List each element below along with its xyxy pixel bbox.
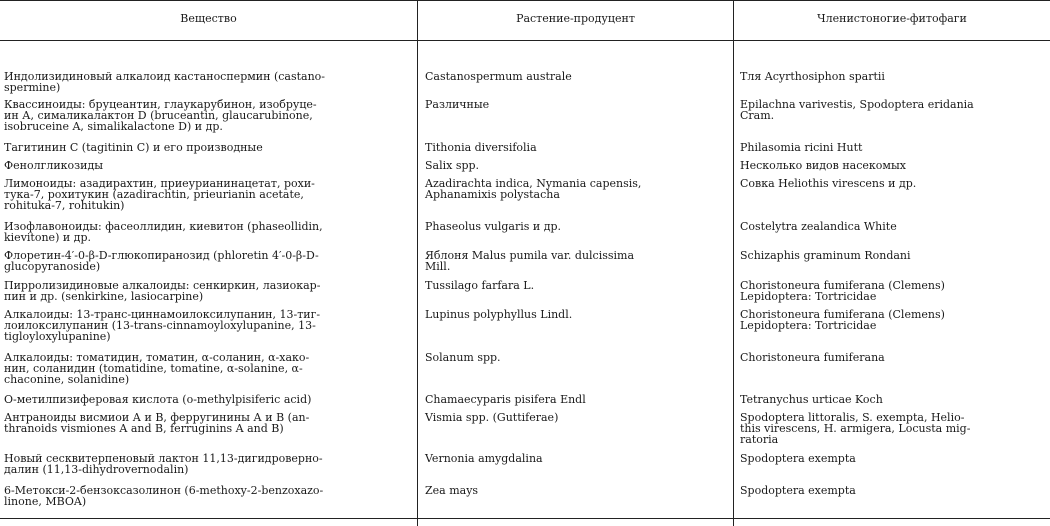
- cell-substance-line: лоилоксилупанин (13-trans-cinnamoyloxylupanine, 13-: [4, 319, 316, 332]
- table-bottom-rule: [0, 518, 1050, 519]
- cell-plant-line: Tithonia diversifolia: [425, 141, 537, 154]
- cell-pest-line: Tetranychus urticae Koch: [740, 393, 883, 406]
- cell-plant: [425, 352, 725, 363]
- cell-substance-line: chaconine, solanidine): [4, 373, 130, 386]
- cell-pest-line: Choristoneura fumiferana (Clemens): [740, 308, 945, 321]
- cell-pest-line: Lepidoptera: Tortricidae: [740, 319, 877, 332]
- cell-plant: [425, 485, 725, 496]
- cell-plant: [425, 280, 725, 291]
- cell-pest-line: Costelytra zealandica White: [740, 220, 897, 233]
- cell-substance: [4, 250, 408, 272]
- cell-plant-line: Vismia spp. (Guttiferae): [425, 411, 559, 424]
- cell-plant-line: Tussilago farfara L.: [425, 279, 535, 292]
- cell-plant-line: Phaseolus vulgaris и др.: [425, 220, 562, 233]
- cell-substance-line: 6-Метокси-2-бензоксазолинон (6-methoxy-2-benzoxazo-: [4, 484, 324, 497]
- cell-plant-line: Lupinus polyphyllus Lindl.: [425, 308, 573, 321]
- cell-pest: [740, 352, 1045, 363]
- cell-substance-line: Антраноиды висмиои А и В, ферругинины А и В (an-: [4, 411, 310, 424]
- cell-substance-line: glucopyranoside): [4, 260, 101, 273]
- cell-pest-line: Spodoptera exempta: [740, 452, 856, 465]
- cell-substance-line: далин (11,13-dihydrovernodalin): [4, 463, 189, 476]
- cell-pest-line: Philasomia ricini Hutt: [740, 141, 863, 154]
- column-divider-1: [417, 0, 418, 526]
- cell-pest: [740, 453, 1045, 464]
- cell-pest: [740, 221, 1045, 232]
- column-divider-2: [733, 0, 734, 526]
- cell-plant: [425, 250, 725, 272]
- cell-pest: [740, 280, 1045, 302]
- cell-substance-line: spermine): [4, 81, 61, 94]
- cell-substance: [4, 309, 408, 342]
- cell-plant: [425, 453, 725, 464]
- cell-plant: [425, 99, 725, 110]
- cell-plant: [425, 178, 725, 200]
- cell-pest-line: Epilachna varivestis, Spodoptera eridania: [740, 98, 974, 111]
- cell-substance-line: Новый сесквитерпеновый лактон 11,13-дигидроверно-: [4, 452, 323, 465]
- cell-substance-line: тука-7, рохитукин (azadirachtin, prieurianin acetate,: [4, 188, 304, 201]
- cell-plant-line: Salix spp.: [425, 159, 480, 172]
- cell-substance: [4, 280, 408, 302]
- cell-plant-line: Azadirachta indica, Nymania capensis,: [425, 177, 642, 190]
- cell-substance-line: linone, MBOA): [4, 495, 87, 508]
- cell-substance: [4, 394, 408, 405]
- cell-plant-line: Solanum spp.: [425, 351, 501, 364]
- header-substance: Вещество: [180, 12, 237, 25]
- cell-substance: [4, 99, 408, 132]
- cell-plant-line: Chamaecyparis pisifera Endl: [425, 393, 586, 406]
- cell-substance: [4, 71, 408, 93]
- header-pest: Членистоногие-фитофаги: [817, 12, 967, 25]
- cell-substance: [4, 221, 408, 243]
- cell-substance-line: tigloyloxylupanine): [4, 330, 111, 343]
- cell-substance: [4, 142, 408, 153]
- cell-substance-line: Изофлавоноиды: фасеоллидин, киевитон (phaseollidin,: [4, 220, 323, 233]
- cell-pest-line: Spodoptera exempta: [740, 484, 856, 497]
- cell-pest-line: Schizaphis graminum Rondani: [740, 249, 911, 262]
- cell-plant: [425, 221, 725, 232]
- cell-substance-line: Квассиноиды: бруцеантин, глаукарубинон, изобруце-: [4, 98, 317, 111]
- cell-substance-line: нин, соланидин (tomatidine, tomatine, α-solanine, α-: [4, 362, 303, 375]
- cell-pest-line: Тля Acyrthosiphon spartii: [740, 70, 885, 83]
- cell-plant-line: Яблоня Malus pumila var. dulcissima: [425, 249, 635, 262]
- cell-plant: [425, 142, 725, 153]
- cell-substance-line: thranoids vismiones A and B, ferruginins A and B): [4, 422, 284, 435]
- cell-substance-line: Фенолгликозиды: [4, 159, 104, 172]
- table-top-rule: [0, 0, 1050, 1]
- cell-pest-line: Choristoneura fumiferana: [740, 351, 885, 364]
- cell-substance: [4, 485, 408, 507]
- cell-pest-line: Совка Heliothis virescens и др.: [740, 177, 917, 190]
- cell-substance-line: Тагитинин С (tagitinin C) и его производные: [4, 141, 263, 154]
- cell-pest: [740, 71, 1045, 82]
- cell-substance-line: isobruceine A, simalikalactone D) и др.: [4, 120, 223, 133]
- cell-pest-line: Lepidoptera: Tortricidae: [740, 290, 877, 303]
- cell-pest: [740, 250, 1045, 261]
- cell-plant: [425, 71, 725, 82]
- cell-plant-line: Castanospermum australe: [425, 70, 572, 83]
- cell-plant-line: Vernonia amygdalina: [425, 452, 543, 465]
- cell-substance-line: О-метилпизиферовая кислота (o-methylpisiferic acid): [4, 393, 312, 406]
- cell-pest-line: Spodoptera littoralis, S. exempta, Helio-: [740, 411, 965, 424]
- cell-plant-line: Mill.: [425, 260, 451, 273]
- cell-substance-line: Лимоноиды: азадирахтин, приеурианинацетат, рохи-: [4, 177, 315, 190]
- cell-pest-line: ratoria: [740, 433, 779, 446]
- cell-substance-line: ин А, сималикалактон D (bruceantin, glaucarubinone,: [4, 109, 313, 122]
- cell-substance: [4, 453, 408, 475]
- cell-substance-line: kievitone) и др.: [4, 231, 91, 244]
- cell-substance-line: Алкалоиды: томатидин, томатин, α-соланин, α-хако-: [4, 351, 310, 364]
- header-plant: Растение-продуцент: [516, 12, 635, 25]
- cell-pest-line: Cram.: [740, 109, 775, 122]
- cell-substance: [4, 178, 408, 211]
- cell-substance: [4, 412, 408, 434]
- cell-plant: [425, 394, 725, 405]
- table-header-rule: [0, 40, 1050, 41]
- cell-pest: [740, 99, 1045, 121]
- cell-pest: [740, 485, 1045, 496]
- cell-plant-line: Aphanamixis polystacha: [425, 188, 560, 201]
- cell-pest: [740, 394, 1045, 405]
- cell-plant-line: Zea mays: [425, 484, 479, 497]
- cell-plant-line: Различные: [425, 98, 490, 111]
- cell-pest-line: Choristoneura fumiferana (Clemens): [740, 279, 945, 292]
- cell-substance-line: Алкалоиды: 13-транс-циннамоилоксилупанин, 13-тиг-: [4, 308, 321, 321]
- cell-plant: [425, 160, 725, 171]
- cell-pest-line: Несколько видов насекомых: [740, 159, 906, 172]
- cell-substance-line: rohituka-7, rohitukin): [4, 199, 125, 212]
- cell-plant: [425, 309, 725, 320]
- cell-substance-line: Флоретин-4′-0-β-D-глюкопиранозид (phloretin 4′-0-β-D-: [4, 249, 319, 262]
- cell-pest: [740, 412, 1045, 445]
- cell-pest-line: this virescens, H. armigera, Locusta mig-: [740, 422, 971, 435]
- cell-substance-line: пин и др. (senkirkine, lasiocarpine): [4, 290, 204, 303]
- cell-substance-line: Индолизидиновый алкалоид кастаноспермин (castano-: [4, 70, 326, 83]
- cell-pest: [740, 160, 1045, 171]
- cell-pest: [740, 309, 1045, 331]
- cell-pest: [740, 178, 1045, 189]
- cell-pest: [740, 142, 1045, 153]
- cell-substance: [4, 160, 408, 171]
- cell-substance-line: Пирролизидиновые алкалоиды: сенкиркин, лазиокар-: [4, 279, 321, 292]
- cell-substance: [4, 352, 408, 385]
- cell-plant: [425, 412, 725, 423]
